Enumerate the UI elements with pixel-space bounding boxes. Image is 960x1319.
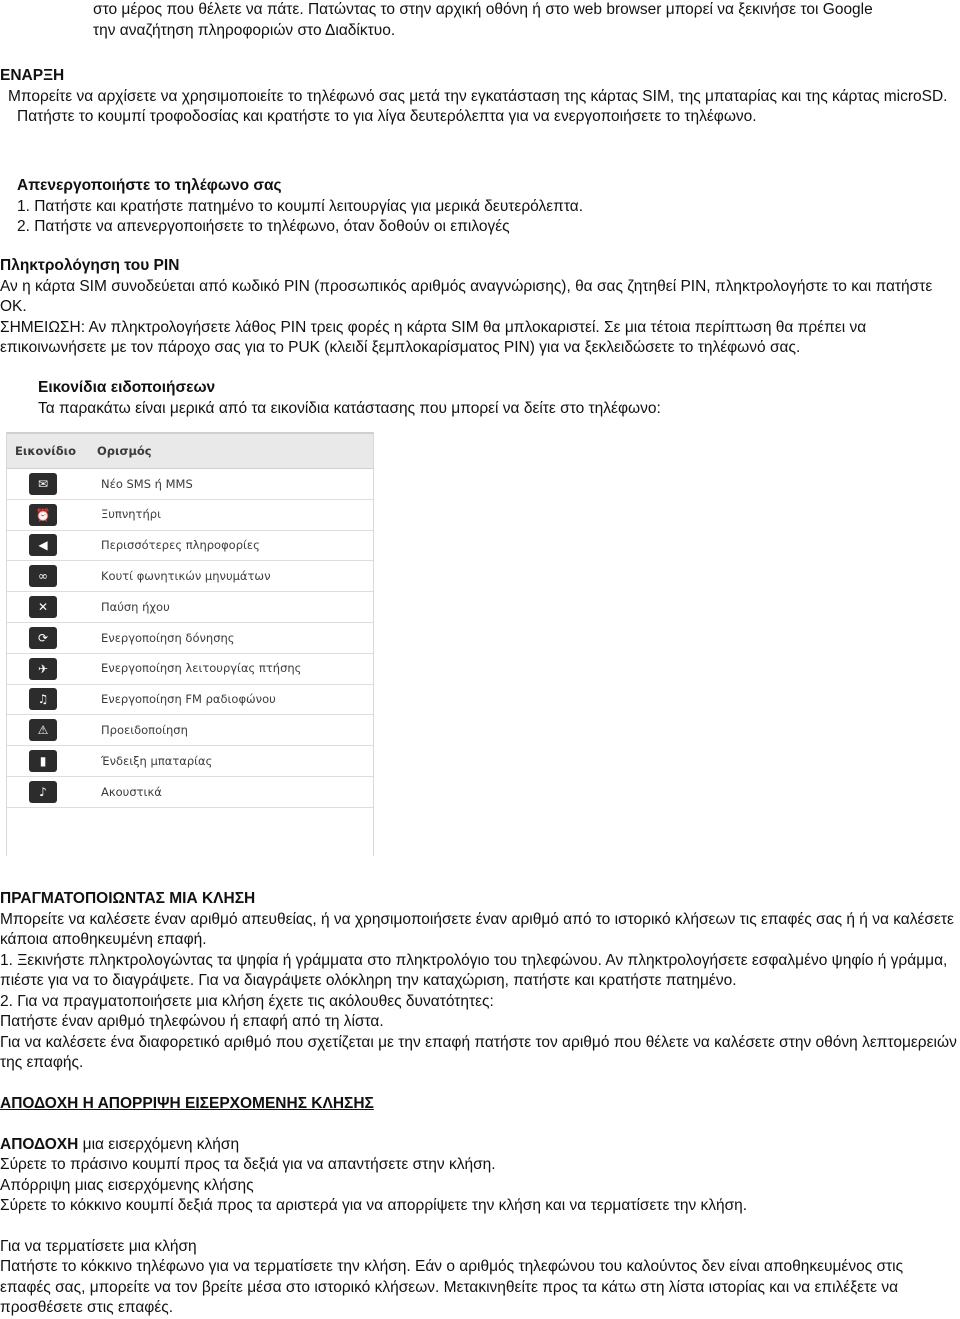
reject-text: Σύρετε το κόκκινο κουμπί δεξιά προς τα αριστερά για να απορρίψετε την κλήση και να τερματίσετε την κλήση. [0,1197,748,1214]
calling-bullet-1 [0,1012,958,1033]
airplane-icon: ✈ [29,658,57,680]
icon-table-row [7,777,373,808]
intro-line-2: την αναζήτηση πληροφοριών στο Διαδίκτυο. [93,21,396,39]
icon-definition: Προειδοποίηση [101,723,188,738]
more-info-icon: ◀ [29,534,57,556]
icons-intro: Τα παρακάτω είναι μερικά από τα εικονίδια κατάστασης που μπορεί να δείτε στο τηλέφωνο: [38,399,661,417]
start-paragraph-text: Μπορείτε να αρχίσετε να χρησιμοποιείτε το τηλέφωνό σας μετά την εγκατάσταση της κάρτας SIM, της μπαταρίας και της κάρτας microSD. [8,87,948,105]
incoming-heading: ΑΠΟΔΟΧΗ Η ΑΠΟΡΡΙΨΗ ΕΙΣΕΡΧΟΜΕΝΗΣ ΚΛΗΣΗΣ [0,1095,374,1112]
calling-bullet-2 [0,1033,958,1074]
poweroff-step-1: 1. Πατήστε και κρατήστε πατημένο το κουμπί λειτουργίας για μερικά δευτερόλεπτα. [17,197,583,215]
icon-definition: Ξυπνητήρι [101,507,161,522]
end-call-text: Πατήστε το κόκκινο τηλέφωνο για να τερματίσετε την κλήση. Εάν ο αριθμός τηλεφώνου του καλούντος δεν είναι αποθηκευμένος στις επαφές σας, μπορείτε να τον βρείτε μέσα στο ιστορικό κλήσεων. Μετακινηθείτε προς τα κάτω στη λίστα ιστορίας και να επιλέξετε να προσθέσετε στις επαφές. [0,1258,904,1316]
poweroff-section [0,176,958,238]
pin-note: ΣΗΜΕΙΩΣΗ: Αν πληκτρολογήσετε λάθος PIN τρεις φορές η κάρτα SIM θα μπλοκαριστεί. Σε μια τέτοια περίπτωση θα πρέπει να επικοινωνήσετε με τον πάροχο σας για το PUK (κλειδί ξεμπλοκαρίσματος PIN) για να ξεκλειδώσετε το τηλέφωνό σας. [0,318,867,356]
sms-icon: ✉ [29,473,57,495]
reject-title: Απόρριψη μιας εισερχόμενης κλήσης [0,1176,254,1194]
icons-section [0,378,958,419]
calling-paragraph: Μπορείτε να καλέσετε έναν αριθμό απευθείας, ή να χρησιμοποιήσετε έναν αριθμό από το ιστορικό κλήσεων τις επαφές σας ή ή να καλέσετε κάποια αποθηκευμένη επαφή. [0,910,954,948]
accept-title-bold: ΑΠΟΔΟΧΗ [0,1135,79,1153]
icon-definition: Ακουστικά [101,784,162,799]
icon-definition: Ενεργοποίηση FM ραδιοφώνου [101,692,276,707]
incoming-section [0,1094,958,1319]
battery-icon: ▮ [29,750,57,772]
col-icon-header: Εικονίδιο [15,443,77,458]
icon-table-row [7,746,373,777]
warning-icon: ⚠ [29,719,57,741]
icon-definition: Ενεργοποίηση δόνησης [101,630,235,645]
icon-table-row [7,469,373,500]
fm-radio-icon: ♫ [29,688,57,710]
icon-definition: Ενεργοποίηση λειτουργίας πτήσης [101,661,302,676]
icon-table-row [7,715,373,746]
calling-heading: ΠΡΑΓΜΑΤΟΠΟΙΩΝΤΑΣ ΜΙΑ ΚΛΗΣΗ [0,890,256,907]
start-paragraph [0,87,958,108]
icon-table-row [7,500,373,531]
accept-title-rest: μια εισερχόμενη κλήση [78,1135,240,1153]
pin-paragraph: Αν η κάρτα SIM συνοδεύεται από κωδικό PIN (προσωπικός αριθμός αναγνώρισης), θα σας ζητηθεί PIN, πληκτρολογήστε το και πατήστε OK. [0,277,933,315]
col-definition-header: Ορισμός [97,443,152,458]
headset-icon: ♪ [29,781,57,803]
icon-table-header [7,432,373,469]
icon-definition: Περισσότερες πληροφορίες [101,538,260,553]
poweroff-heading: Απενεργοποιήστε το τηλέφωνο σας [17,177,282,194]
icon-table-row [7,531,373,562]
poweroff-step-2: 2. Πατήστε να απενεργοποιήσετε το τηλέφωνο, όταν δοθούν οι επιλογές [17,218,510,235]
icons-heading: Εικονίδια ειδοποιήσεων [38,379,216,396]
intro-block [0,0,958,41]
intro-line-1: στο μέρος που θέλετε να πάτε. Πατώντας το στην αρχική οθόνη ή στο web browser μπορεί να ξεκινήσε τοι Google [93,1,873,18]
power-on-instruction: Πατήστε το κουμπί τροφοδοσίας και κρατήστε το για λίγα δευτερόλεπτα για να ενεργοποιήσετε το τηλέφωνο. [17,108,757,125]
pin-section [0,256,958,359]
accept-text: Σύρετε το πράσινο κουμπί προς τα δεξιά για να απαντήσετε στην κλήση. [0,1156,496,1173]
calling-step-2: 2. Για να πραγματοποιήσετε μια κλήση έχετε τις ακόλουθες δυνατότητες: [0,992,494,1010]
icon-definition: Ένδειξη μπαταρίας [101,753,213,768]
voicemail-icon: ∞ [29,565,57,587]
icon-table-row [7,623,373,654]
calling-bullet-2-text: Για να καλέσετε ένα διαφορετικό αριθμό που σχετίζεται με την επαφή πατήστε τον αριθμό που θέλετε να καλέσετε στην οθόνη λεπτομερειών της επαφής. [0,1033,957,1071]
icon-definition: Νέο SMS ή MMS [101,476,193,491]
mute-icon: ✕ [29,596,57,618]
icon-definition: Κουτί φωνητικών μηνυμάτων [101,569,271,584]
end-call-title: Για να τερματίσετε μια κλήση [0,1237,197,1255]
accept-title [0,1135,958,1156]
calling-section [0,889,958,1074]
icon-table-row [7,561,373,592]
calling-step-1: 1. Ξεκινήστε πληκτρολογώντας τα ψηφία ή γράμματα στο πληκτρολόγιο του τηλεφώνου. Αν πληκτρολογήσετε εσφαλμένο ψηφίο ή γράμμα, πιέστε για να το διαγράψετε. Για να διαγράψετε ολόκληρη την καταχώριση, πατήστε και κρατήστε πατημένο. [0,951,948,989]
icon-definition: Παύση ήχου [101,599,170,614]
icon-table-row [7,685,373,716]
icon-table-row [7,654,373,685]
data-sync-icon: ⟳ [29,627,57,649]
icon-table-row [7,592,373,623]
status-icon-table [6,432,374,856]
icon-table-body [7,469,373,808]
start-heading: ΕΝΑΡΞΗ [0,67,65,84]
start-section [0,66,958,128]
pin-heading: Πληκτρολόγηση του PIN [0,257,180,274]
alarm-icon: ⏰ [29,504,57,526]
calling-bullet-1-text: Πατήστε έναν αριθμό τηλεφώνου ή επαφή από τη λίστα. [0,1013,384,1030]
